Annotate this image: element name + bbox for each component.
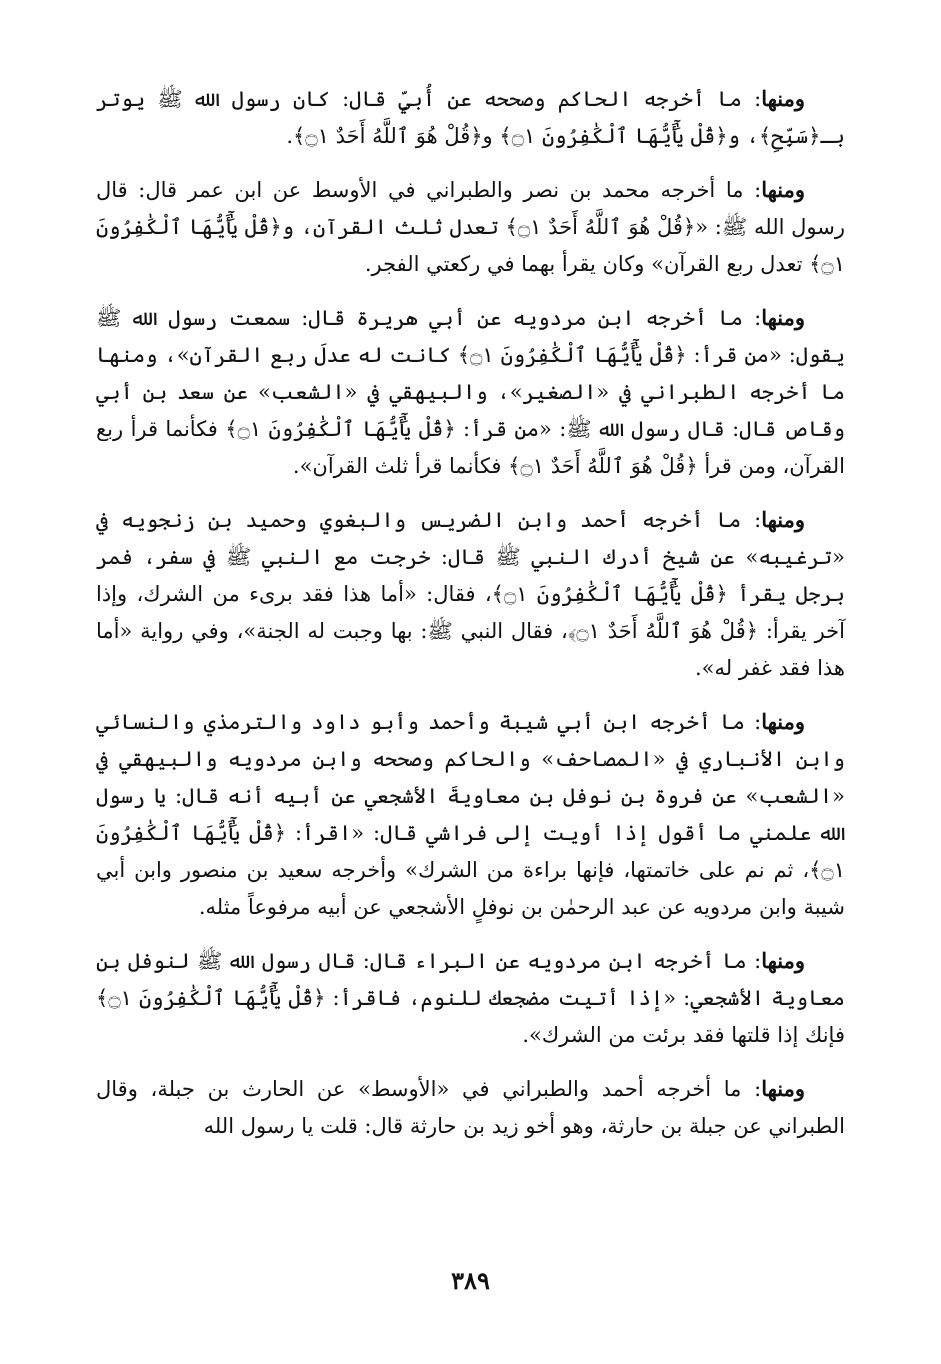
paragraph-text: : ما أخرجه أحمد والطبراني في «الأوسط» عن الحارث بن جبلة، وقال الطبراني عن جبلة بن حارثة، وهو أخو زيد بن حارثة قال: قلت يا رسول الله: [96, 1077, 845, 1138]
paragraph-text: : ما أخرجه أحمد وابن الضريس والبغوي وحميد بن زنجويه في «ترغيبه» عن شيخ أدرك النبي ﷺ قال: خرجت مع النبي ﷺ في سفر، فمر برجل يقرأ ﴿قُلْ يَٰٓأَيُّهَا ٱلْكَٰفِرُونَ ۝١﴾، فقال: «أما هذا فقد برىء من الشرك، وإذا آخر يقرأ: ﴿قُلْ هُوَ ٱللَّهُ أَحَدٌ ۝١﴾، فقال النبي ﷺ: بها وجبت له الجنة»، وفي رواية «أما هذا فقد غفر له».: [96, 508, 845, 680]
paragraph-7: [96, 1070, 845, 1145]
paragraph-lead: ومنها: [761, 709, 805, 734]
paragraph-2: [96, 171, 845, 283]
paragraph-4: [96, 501, 845, 687]
paragraph-text: : ما أخرجه محمد بن نصر والطبراني في الأوسط عن ابن عمر قال: قال رسول الله ﷺ: «﴿قُلْ هُوَ ٱللَّهُ أَحَدٌ ۝١﴾ تعدل ثلث القرآن، و﴿قُلْ يَٰٓأَيُّهَا ٱلْكَٰفِرُونَ ۝١﴾ تعدل ربع القرآن» وكان يقرأ بهما في ركعتي الفجر.: [96, 178, 845, 276]
paragraph-3: [96, 299, 845, 485]
paragraph-lead: ومنها: [761, 948, 805, 973]
paragraph-5: [96, 703, 845, 926]
paragraph-text: : ما أخرجه ابن مردويه عن البراء قال: قال رسول الله ﷺ لنوفل بن معاوية الأشجعي: «إذا أتيت مضجعك للنوم، فاقرأ: ﴿قُلْ يَٰٓأَيُّهَا ٱلْكَٰفِرُونَ ۝١﴾ فإنك إذا قلتها فقد برئت من الشرك».: [96, 949, 845, 1047]
paragraph-lead: ومنها: [761, 305, 805, 330]
page-number: ٣٨٩: [451, 1266, 490, 1295]
paragraph-lead: ومنها: [761, 507, 805, 532]
paragraph-lead: ومنها: [761, 177, 805, 202]
paragraph-1: [96, 80, 845, 155]
paragraph-text: : ما أخرجه الحاكم وصححه عن أُبيٍّ قال: كان رسول الله ﷺ يوتر بـ﴿سَبِّحِ﴾، و﴿قُلْ يَٰٓأَيُّهَا ٱلْكَٰفِرُونَ ۝١﴾ و﴿قُلْ هُوَ ٱللَّهُ أَحَدٌ ۝١﴾.: [96, 87, 845, 148]
paragraph-lead: ومنها: [761, 1076, 805, 1101]
paragraph-lead: ومنها: [761, 86, 805, 111]
paragraph-text: : ما أخرجه ابن أبي شيبة وأحمد وأبو داود والترمذي والنسائي وابن الأنباري في «المصاحف» والحاكم وصححه وابن مردويه والبيهقي في «الشعب» عن فروة بن نوفل بن معاويةَ الأشجعي عن أبيه أنه قال: يا رسول الله علمني ما أقول إذا أويت إلى فراشي قال: «اقرأ: ﴿قُلْ يَٰٓأَيُّهَا ٱلْكَٰفِرُونَ ۝١﴾، ثم نم على خاتمتها، فإنها براءة من الشرك» وأخرجه سعيد بن منصور وابن أبي شيبة وابن مردويه عن عبد الرحمٰن بن نوفلٍ الأشجعي عن أبيه مرفوعاً مثله.: [96, 710, 845, 919]
page-body: [96, 80, 845, 1161]
paragraph-6: [96, 942, 845, 1054]
paragraph-text: : ما أخرجه ابن مردويه عن أبي هريرة قال: سمعت رسول الله ﷺ يقول: «من قرأ: ﴿قُلْ يَٰٓأَيُّهَا ٱلْكَٰفِرُونَ ۝١﴾ كانت له عدلَ ربع القرآن»، ومنها ما أخرجه الطبراني في «الصغير»، والبيهقي في «الشعب» عن سعد بن أبي وقاص قال: قال رسول الله ﷺ: «من قرأ: ﴿قُلْ يَٰٓأَيُّهَا ٱلْكَٰفِرُونَ ۝١﴾ فكأنما قرأ ربع القرآن، ومن قرأ ﴿قُلْ هُوَ ٱللَّهُ أَحَدٌ ۝١﴾ فكأنما قرأ ثلث القرآن».: [96, 306, 846, 478]
